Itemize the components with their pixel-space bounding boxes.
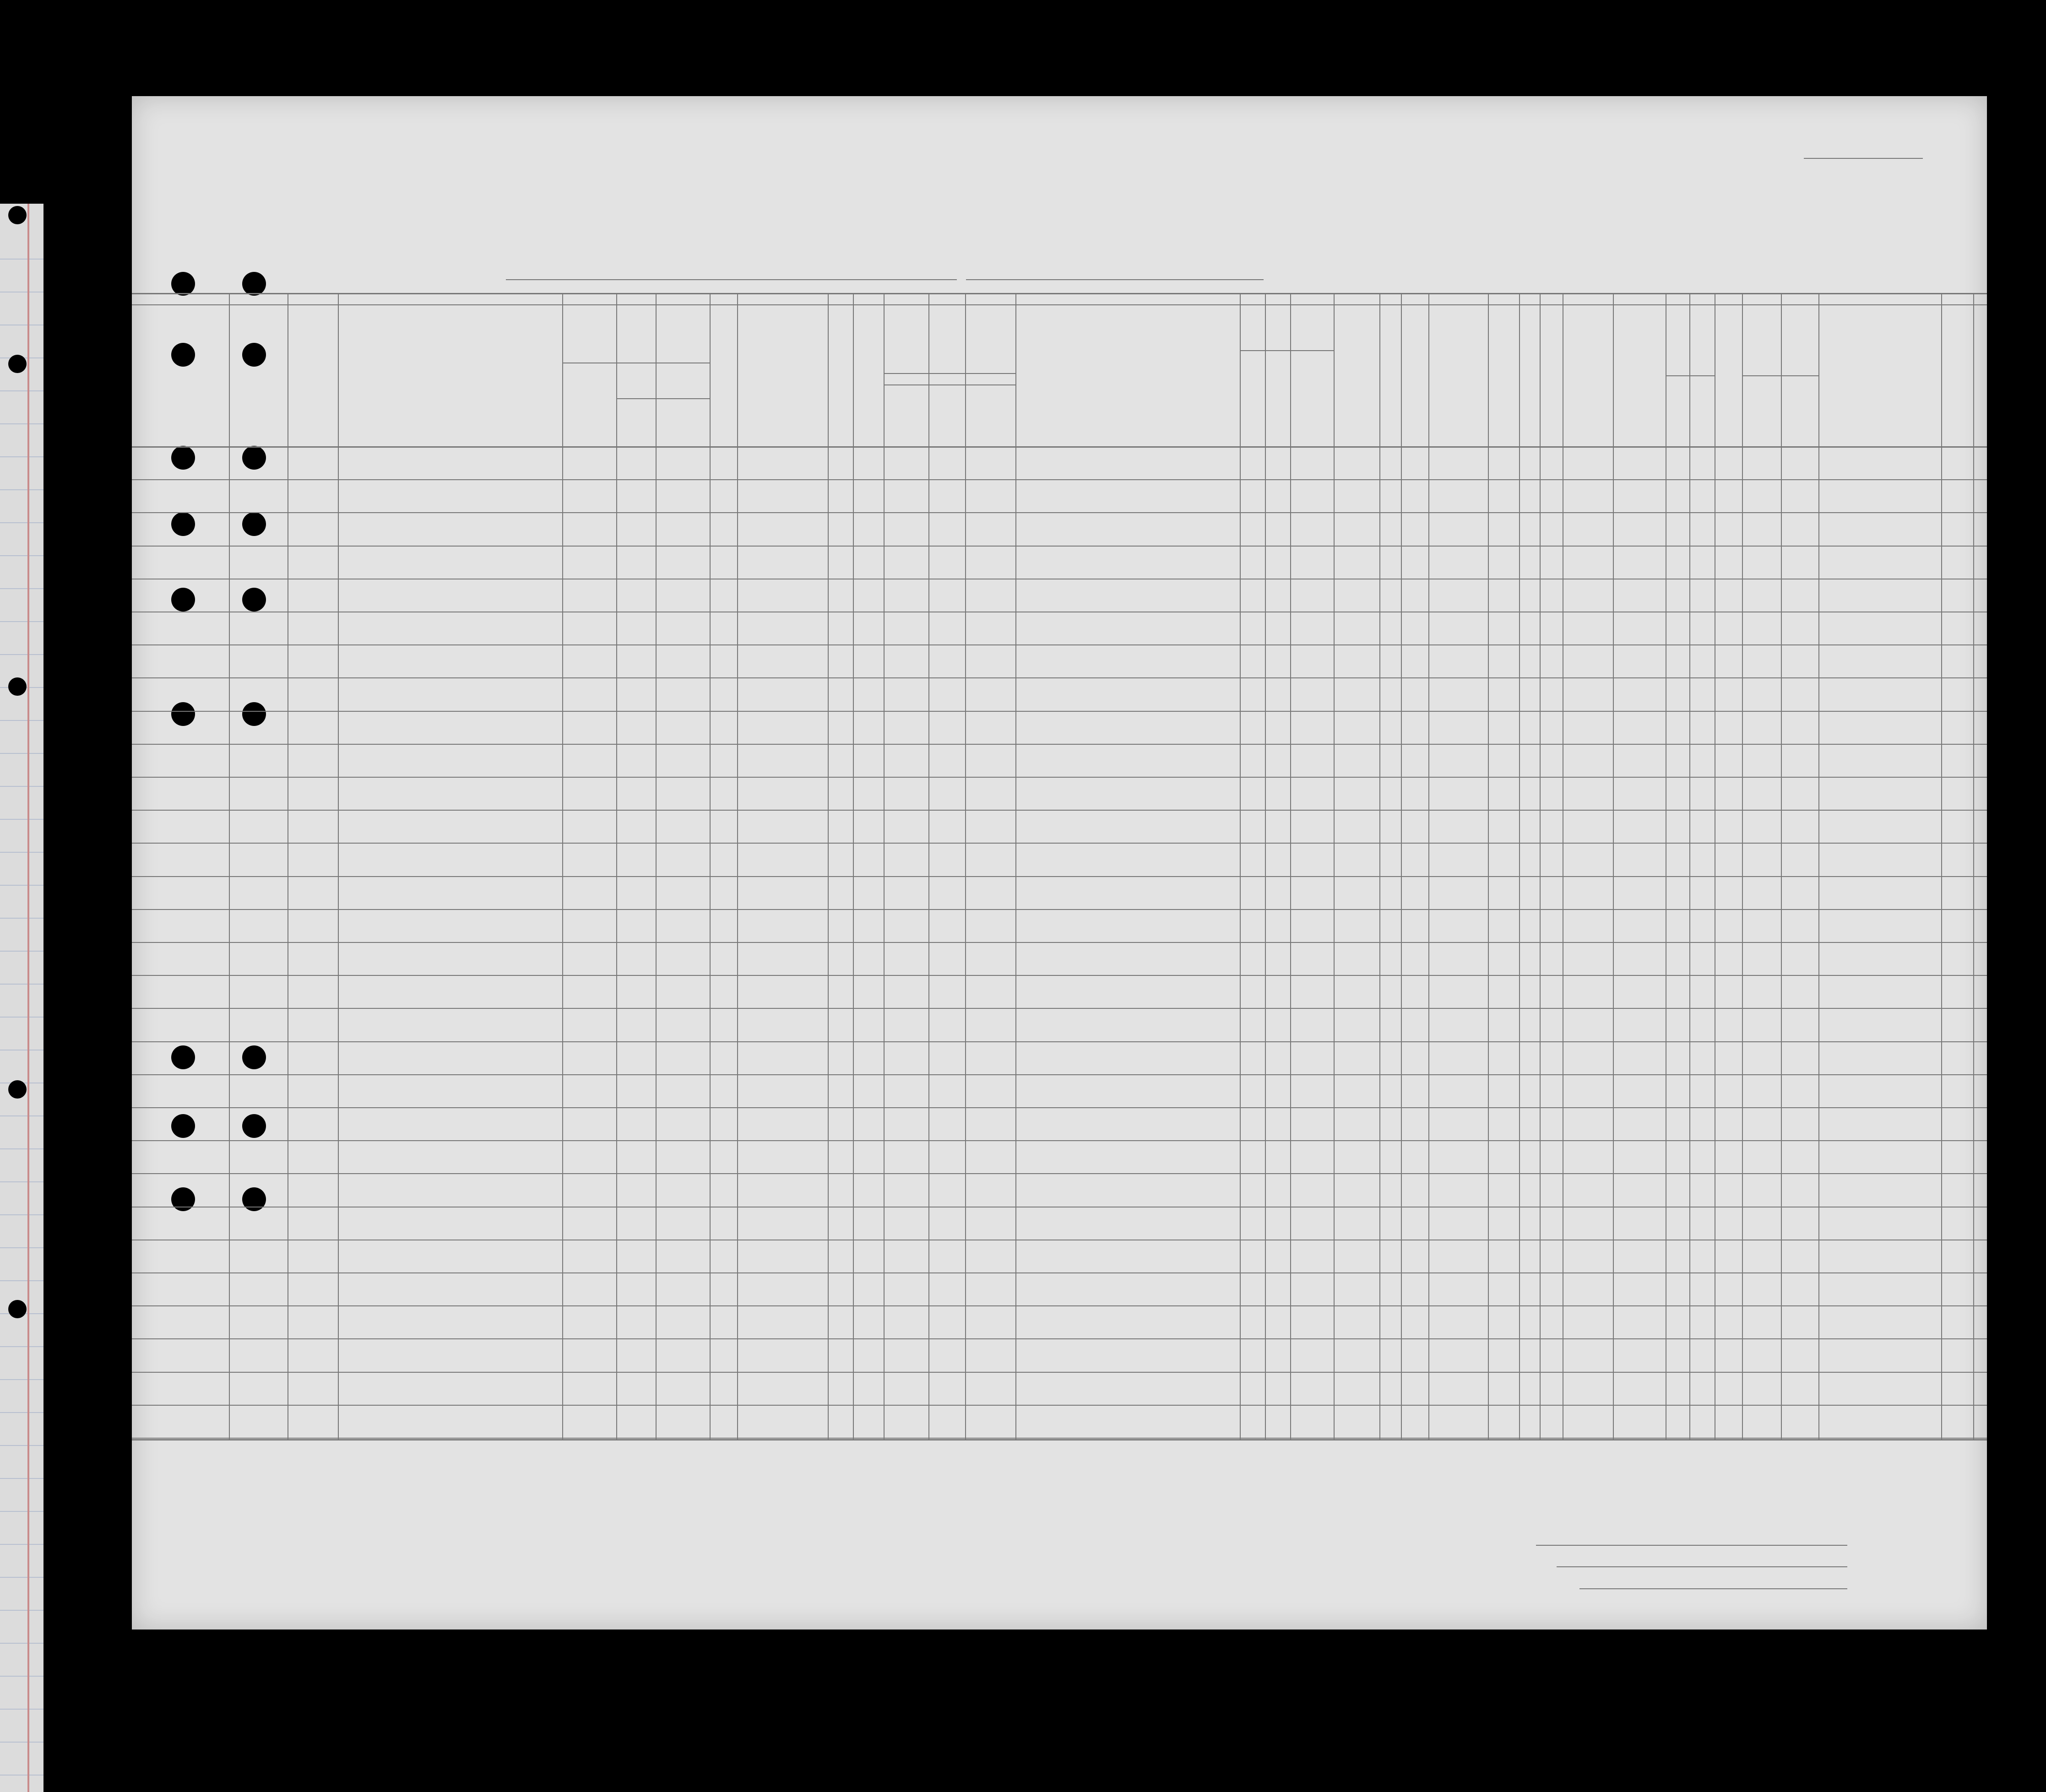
column-line bbox=[1519, 293, 1520, 1439]
column-header bbox=[1242, 352, 1264, 444]
column-line bbox=[1540, 293, 1541, 1439]
ruled-line bbox=[0, 819, 43, 820]
column-header bbox=[1266, 352, 1288, 444]
ruled-line bbox=[0, 1247, 43, 1248]
row-rule bbox=[132, 942, 1987, 943]
binder-hole bbox=[242, 512, 266, 536]
row-rule bbox=[132, 843, 1987, 844]
column-line bbox=[616, 293, 617, 1439]
ruled-line bbox=[0, 918, 43, 919]
row-rule bbox=[132, 1305, 1987, 1306]
binder-hole bbox=[242, 1187, 266, 1211]
column-line bbox=[828, 293, 829, 1439]
adjacent-page-strip bbox=[0, 204, 43, 1792]
row-rule bbox=[132, 1173, 1987, 1174]
column-header bbox=[1406, 316, 1424, 444]
subheader-line bbox=[1240, 350, 1334, 351]
binder-hole bbox=[171, 272, 195, 296]
subheader-line bbox=[616, 398, 710, 399]
column-line bbox=[1973, 293, 1974, 1439]
binder-hole bbox=[171, 343, 195, 367]
ruled-line bbox=[0, 852, 43, 853]
ruled-line bbox=[0, 1445, 43, 1446]
binder-hole bbox=[242, 446, 266, 470]
row-rule bbox=[132, 677, 1987, 678]
ruled-line bbox=[0, 1181, 43, 1182]
adjacent-page-margin-line bbox=[27, 204, 29, 1792]
ruled-line bbox=[0, 423, 43, 424]
column-line bbox=[562, 293, 563, 1439]
column-line bbox=[338, 293, 339, 1439]
row-rule bbox=[132, 1140, 1987, 1141]
ruled-line bbox=[0, 1676, 43, 1677]
binder-hole bbox=[171, 1114, 195, 1138]
row-rule bbox=[132, 479, 1987, 480]
ruled-line bbox=[0, 1577, 43, 1578]
signature-line bbox=[1536, 1545, 1847, 1546]
column-header bbox=[1718, 366, 1739, 435]
subheader-line bbox=[1742, 375, 1818, 376]
column-line bbox=[853, 293, 854, 1439]
ruled-line bbox=[0, 621, 43, 622]
binder-hole bbox=[242, 1114, 266, 1138]
ruled-line bbox=[0, 1742, 43, 1743]
column-line bbox=[1742, 293, 1743, 1439]
binder-hole bbox=[171, 588, 195, 612]
list-underline bbox=[1804, 158, 1923, 159]
row-rule bbox=[132, 909, 1987, 910]
column-line bbox=[1240, 293, 1241, 1439]
column-header bbox=[830, 316, 852, 444]
ruled-line bbox=[0, 1379, 43, 1380]
column-line bbox=[710, 293, 711, 1439]
column-header bbox=[1541, 316, 1561, 444]
row-rule bbox=[132, 1008, 1987, 1009]
column-line bbox=[884, 293, 885, 1439]
ruled-line bbox=[0, 885, 43, 886]
binder-hole bbox=[242, 272, 266, 296]
ruled-line bbox=[0, 654, 43, 655]
row-rule bbox=[132, 1405, 1987, 1406]
column-line bbox=[1613, 293, 1614, 1439]
column-header bbox=[712, 316, 735, 444]
column-line bbox=[1334, 293, 1335, 1439]
ruled-line bbox=[0, 1412, 43, 1413]
row-rule bbox=[132, 512, 1987, 513]
binder-hole bbox=[8, 1300, 27, 1318]
row-rule bbox=[132, 1372, 1987, 1373]
ruled-line bbox=[0, 1643, 43, 1644]
binder-hole bbox=[242, 588, 266, 612]
binder-hole bbox=[171, 446, 195, 470]
row-rule bbox=[132, 644, 1987, 645]
manifest-sheet bbox=[132, 96, 1987, 1630]
column-line bbox=[1488, 293, 1489, 1439]
binder-hole bbox=[8, 355, 27, 373]
ruled-line bbox=[0, 522, 43, 523]
column-header bbox=[1693, 403, 1711, 439]
ruled-line bbox=[0, 1115, 43, 1116]
port-underline bbox=[506, 279, 957, 280]
ruled-line bbox=[0, 1280, 43, 1281]
date-underline bbox=[966, 279, 1264, 280]
column-line bbox=[965, 293, 966, 1439]
column-line bbox=[737, 293, 738, 1439]
column-line bbox=[1689, 293, 1690, 1439]
ruled-line bbox=[0, 984, 43, 985]
row-rule bbox=[132, 1272, 1987, 1273]
column-line bbox=[1781, 293, 1782, 1439]
row-rule bbox=[132, 777, 1987, 778]
table-bottom-border bbox=[132, 1439, 1987, 1440]
binder-hole bbox=[171, 512, 195, 536]
column-header bbox=[1521, 316, 1538, 444]
binder-hole bbox=[171, 1187, 195, 1211]
binder-hole bbox=[242, 702, 266, 726]
column-line bbox=[1265, 293, 1266, 1439]
ruled-line bbox=[0, 1017, 43, 1018]
column-line bbox=[1428, 293, 1429, 1439]
ruled-line bbox=[0, 588, 43, 589]
row-rule bbox=[132, 1338, 1987, 1339]
ruled-line bbox=[0, 753, 43, 754]
row-rule bbox=[132, 546, 1987, 547]
ruled-line bbox=[0, 555, 43, 556]
ruled-line bbox=[0, 1214, 43, 1215]
header-bottom-border bbox=[132, 446, 1987, 448]
ruled-line bbox=[0, 951, 43, 952]
binder-hole bbox=[171, 1045, 195, 1069]
row-rule bbox=[132, 810, 1987, 811]
column-line bbox=[1379, 293, 1380, 1439]
column-line bbox=[1015, 293, 1016, 1439]
binder-hole bbox=[242, 1045, 266, 1069]
column-number-band-top bbox=[132, 304, 1987, 305]
ruled-line bbox=[0, 720, 43, 721]
ruled-line bbox=[0, 1709, 43, 1710]
binder-hole bbox=[171, 702, 195, 726]
signature-line bbox=[1579, 1588, 1847, 1589]
column-line bbox=[1941, 293, 1942, 1439]
binder-hole bbox=[8, 206, 27, 224]
binder-hole bbox=[8, 677, 27, 696]
ruled-line bbox=[0, 1346, 43, 1347]
subheader-line bbox=[884, 384, 1015, 385]
table-top-border bbox=[132, 293, 1987, 294]
row-rule bbox=[132, 1074, 1987, 1075]
ruled-line bbox=[0, 786, 43, 787]
row-rule bbox=[132, 876, 1987, 877]
row-rule bbox=[132, 1041, 1987, 1042]
column-line bbox=[656, 293, 657, 1439]
row-rule bbox=[132, 1438, 1987, 1439]
column-header bbox=[1669, 403, 1687, 439]
subheader-line bbox=[1666, 375, 1715, 376]
column-line bbox=[1818, 293, 1819, 1439]
ruled-line bbox=[0, 1148, 43, 1149]
column-header bbox=[1381, 316, 1399, 444]
row-rule bbox=[132, 744, 1987, 745]
ruled-line bbox=[0, 1544, 43, 1545]
ruled-line bbox=[0, 1511, 43, 1512]
binder-hole bbox=[8, 1080, 27, 1099]
signature-line bbox=[1557, 1566, 1847, 1567]
binder-hole bbox=[242, 343, 266, 367]
column-line bbox=[229, 293, 230, 1439]
column-line bbox=[928, 293, 929, 1439]
column-header bbox=[1435, 316, 1481, 444]
ruled-line bbox=[0, 456, 43, 457]
column-header bbox=[1341, 316, 1372, 444]
column-line bbox=[1401, 293, 1402, 1439]
ruled-line bbox=[0, 1610, 43, 1611]
column-header bbox=[1296, 352, 1328, 444]
ruled-line bbox=[0, 1775, 43, 1776]
column-line bbox=[1290, 293, 1291, 1439]
column-header bbox=[1490, 316, 1517, 444]
row-rule bbox=[132, 1107, 1987, 1108]
subheader-line bbox=[884, 373, 1015, 374]
row-rule bbox=[132, 711, 1987, 712]
ruled-line bbox=[0, 1478, 43, 1479]
row-rule bbox=[132, 975, 1987, 976]
ruled-line bbox=[0, 489, 43, 490]
ruled-line bbox=[0, 390, 43, 391]
ruled-line bbox=[0, 259, 43, 260]
